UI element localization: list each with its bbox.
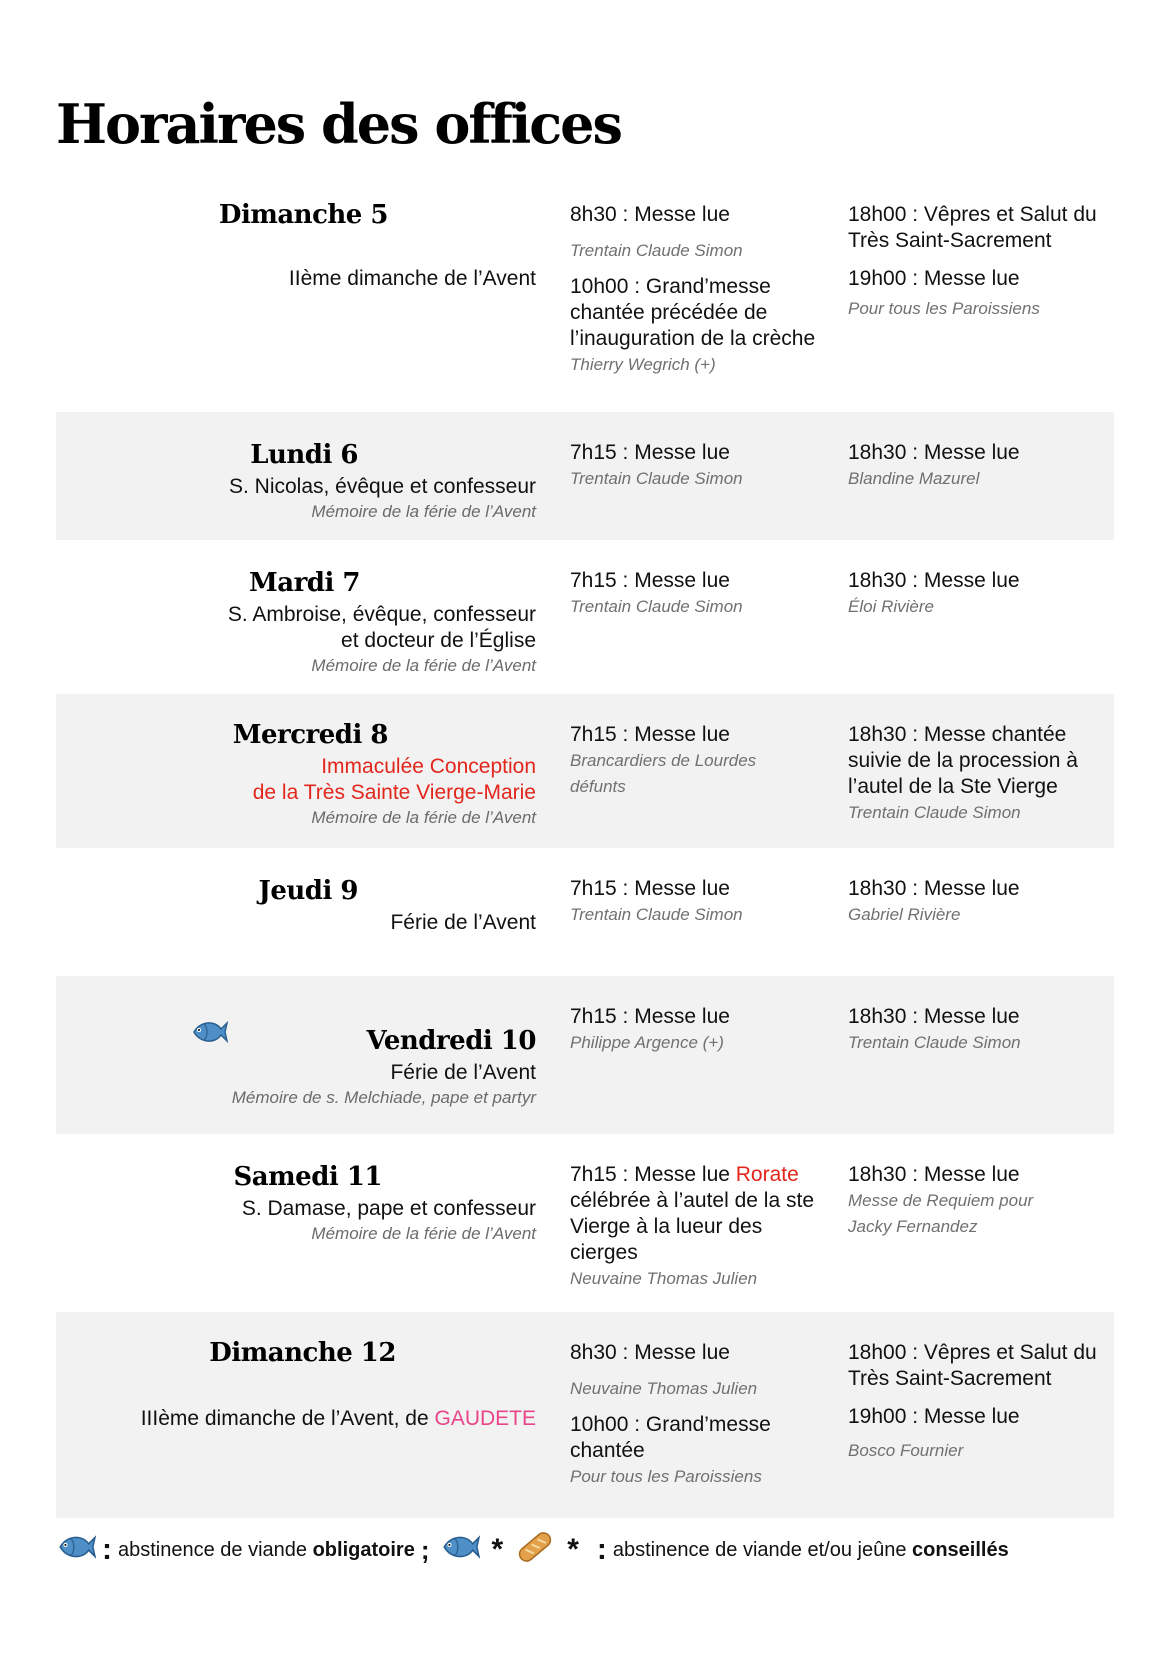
- mass-time: 18h00 : Vêpres et Salut du Très Saint-Sacrement: [848, 203, 1097, 252]
- feast-label: IIème dimanche de l’Avent: [288, 267, 536, 290]
- memo-label: Mémoire de s. Melchiade, pape et partyr: [231, 1088, 536, 1107]
- memo-label: Mémoire de la férie de l’Avent: [311, 1224, 536, 1243]
- mass-intention: Trentain Claude Simon: [570, 241, 743, 260]
- rorate-label: Rorate: [735, 1163, 799, 1186]
- day-name: Dimanche 5: [218, 200, 388, 230]
- mass-intention: Bosco Fournier: [848, 1441, 964, 1460]
- day-row-dimanche-12: [56, 1312, 1114, 1518]
- mass-time: 7h15 : Messe lue: [570, 723, 730, 746]
- feast-label: S. Ambroise, évêque, confesseur: [227, 603, 536, 626]
- day-row-lundi-6: [56, 412, 1114, 540]
- legend-star: *: [491, 1533, 504, 1566]
- legend-text-1: abstinence de viande obligatoire: [118, 1538, 415, 1561]
- mass-intention: Trentain Claude Simon: [570, 597, 743, 616]
- mass-time: 18h30 : Messe lue: [848, 1005, 1020, 1028]
- mass-time: 7h15 : Messe lue: [570, 569, 730, 592]
- mass-time: 18h30 : Messe lue: [848, 1163, 1020, 1186]
- mass-intention: Gabriel Rivière: [848, 905, 961, 924]
- day-name: Jeudi 9: [258, 876, 358, 906]
- mass-time: 10h00 : Grand’messe chantée précédée de l’inauguration de la crèche: [570, 275, 816, 350]
- feast-label: S. Nicolas, évêque et confesseur: [228, 475, 536, 498]
- day-row-mardi-7: [56, 540, 1114, 692]
- mass-time: 8h30 : Messe lue: [570, 203, 730, 226]
- mass-intention: Trentain Claude Simon: [570, 469, 743, 488]
- memo-label: Mémoire de la férie de l’Avent: [311, 656, 536, 675]
- day-row-jeudi-9: [56, 848, 1114, 974]
- mass-time: 7h15 : Messe lue Rorate célébrée à l’autel de la ste Vierge à la lueur des cierges: [570, 1163, 814, 1264]
- mass-intention: Thierry Wegrich (+): [570, 355, 716, 374]
- feast-label: S. Damase, pape et confesseur: [241, 1197, 536, 1220]
- mass-time: 10h00 : Grand’messe chantée: [570, 1413, 771, 1462]
- memo-label: Mémoire de la férie de l’Avent: [311, 502, 536, 521]
- fish-icon: [440, 1532, 480, 1568]
- mass-intention: Neuvaine Thomas Julien: [570, 1269, 758, 1288]
- mass-intention: Brancardiers de Lourdes: [570, 751, 757, 770]
- mass-intention: Messe de Requiem pour Jacky Fernandez: [848, 1191, 1034, 1236]
- day-row-vendredi-10: [56, 976, 1114, 1134]
- mass-time: 18h00 : Vêpres et Salut du Très Saint-Sacrement: [848, 1341, 1097, 1390]
- day-name: Lundi 6: [250, 440, 358, 470]
- feast-label: Férie de l’Avent: [390, 1061, 536, 1084]
- feast-label: Férie de l’Avent: [390, 911, 536, 934]
- legend-semicolon: ;: [420, 1534, 430, 1565]
- day-name: Vendredi 10: [366, 1026, 536, 1056]
- day-name: Mardi 7: [248, 568, 360, 598]
- mass-intention: Trentain Claude Simon: [848, 1033, 1021, 1052]
- mass-intention: Pour tous les Paroissiens: [848, 299, 1040, 318]
- legend: [56, 1530, 1009, 1570]
- mass-intention: Éloi Rivière: [848, 597, 934, 616]
- fish-icon: [190, 1018, 228, 1051]
- bread-icon: [515, 1530, 555, 1570]
- day-name: Dimanche 12: [209, 1338, 396, 1368]
- mass-time: 19h00 : Messe lue: [848, 1405, 1020, 1428]
- page-title: Horaires des offices: [56, 92, 621, 156]
- feast-label: de la Très Sainte Vierge-Marie: [252, 781, 536, 804]
- day-name: Mercredi 8: [232, 720, 388, 750]
- feast-label: IIIème dimanche de l’Avent, de GAUDETE: [140, 1407, 536, 1430]
- mass-time: 19h00 : Messe lue: [848, 267, 1020, 290]
- mass-time: 18h30 : Messe lue: [848, 569, 1020, 592]
- fish-icon: [56, 1532, 96, 1568]
- day-row-samedi-11: [56, 1134, 1114, 1310]
- day-row-mercredi-8: [56, 694, 1114, 848]
- feast-label: et docteur de l’Église: [341, 629, 536, 652]
- legend-colon: :: [102, 1533, 112, 1566]
- mass-time: 8h30 : Messe lue: [570, 1341, 730, 1364]
- mass-intention: Neuvaine Thomas Julien: [570, 1379, 758, 1398]
- feast-label: Immaculée Conception: [321, 755, 536, 778]
- legend-star: *: [567, 1533, 579, 1566]
- mass-intention: Blandine Mazurel: [848, 469, 980, 488]
- legend-text-2: abstinence de viande et/ou jeûne conseillés: [612, 1538, 1009, 1561]
- day-row-dimanche-5: [56, 200, 1114, 390]
- mass-time: 18h30 : Messe lue: [848, 441, 1020, 464]
- mass-time: 7h15 : Messe lue: [570, 877, 730, 900]
- memo-label: Mémoire de la férie de l’Avent: [311, 808, 536, 827]
- mass-time: 18h30 : Messe chantée suivie de la procession à l’autel de la Ste Vierge: [848, 723, 1078, 798]
- legend-colon: :: [596, 1533, 607, 1566]
- mass-intention: Trentain Claude Simon: [570, 905, 743, 924]
- mass-intention: Trentain Claude Simon: [848, 803, 1021, 822]
- mass-time: 7h15 : Messe lue: [570, 441, 730, 464]
- mass-intention: défunts: [570, 777, 626, 796]
- mass-time: 7h15 : Messe lue: [570, 1005, 730, 1028]
- mass-intention: Pour tous les Paroissiens: [570, 1467, 762, 1486]
- day-name: Samedi 11: [233, 1162, 382, 1192]
- mass-time: 18h30 : Messe lue: [848, 877, 1020, 900]
- mass-intention: Philippe Argence (+): [570, 1033, 724, 1052]
- gaudete-label: GAUDETE: [434, 1407, 536, 1430]
